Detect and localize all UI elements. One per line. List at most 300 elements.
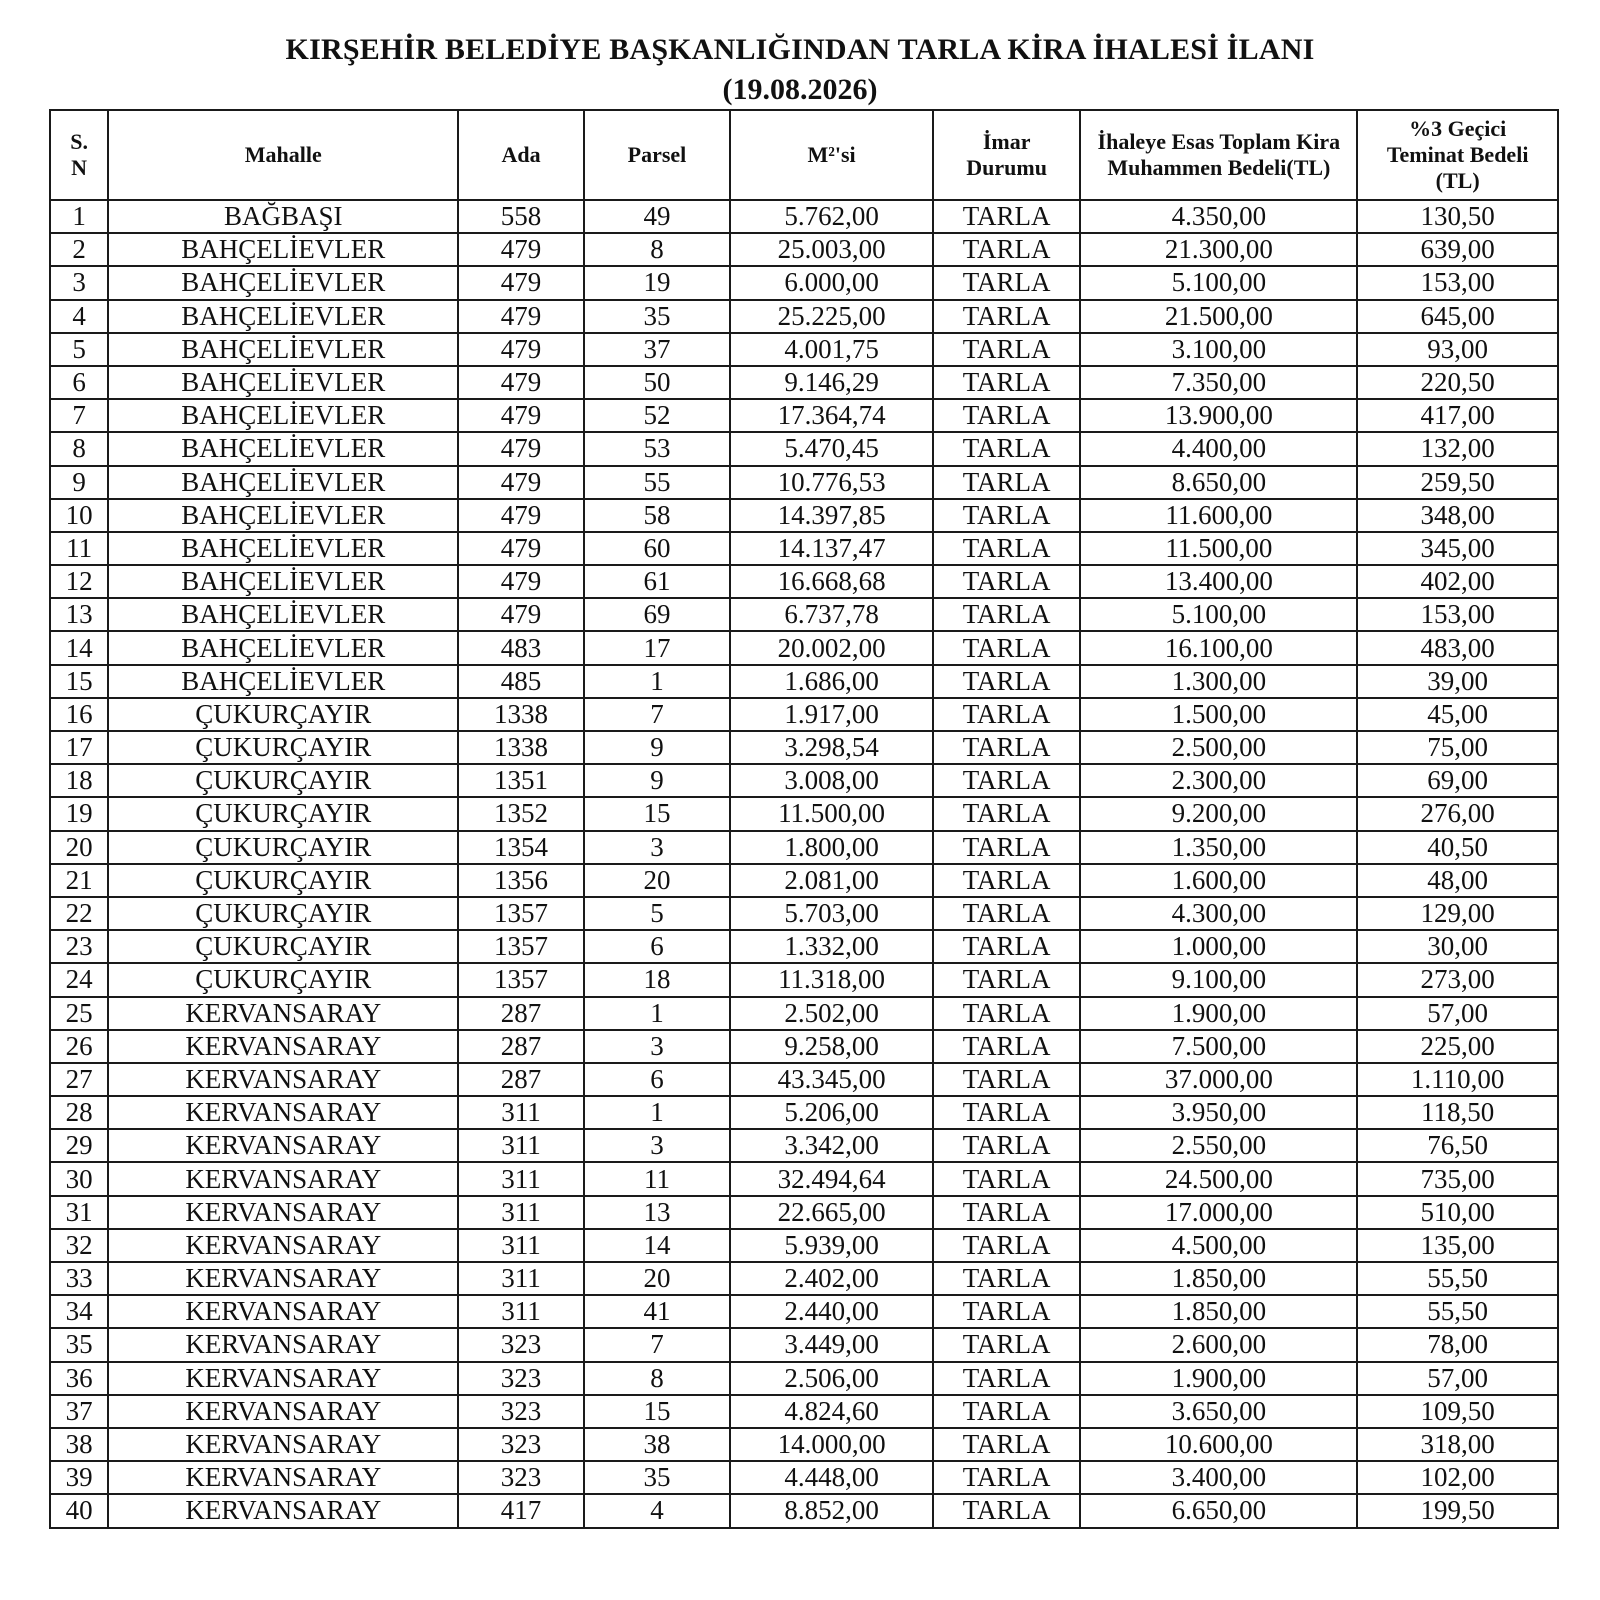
cell-teminat: 129,00 xyxy=(1357,897,1558,930)
cell-bedel: 13.900,00 xyxy=(1080,399,1357,432)
cell-mahalle: BAHÇELİEVLER xyxy=(108,565,458,598)
cell-parsel: 17 xyxy=(584,631,730,664)
cell-m2: 3.449,00 xyxy=(730,1328,933,1361)
cell-m2: 20.002,00 xyxy=(730,631,933,664)
cell-ada: 1352 xyxy=(458,797,583,830)
document-title: KIRŞEHİR BELEDİYE BAŞKANLIĞINDAN TARLA KİRA İHALESİ İLANI xyxy=(285,33,1315,66)
cell-teminat: 153,00 xyxy=(1357,598,1558,631)
cell-parsel: 15 xyxy=(584,797,730,830)
cell-bedel: 2.550,00 xyxy=(1080,1129,1357,1162)
cell-ada: 287 xyxy=(458,997,583,1030)
cell-m2: 14.137,47 xyxy=(730,532,933,565)
cell-bedel: 4.350,00 xyxy=(1080,200,1357,233)
cell-sn: 10 xyxy=(50,499,108,532)
cell-mahalle: BAHÇELİEVLER xyxy=(108,300,458,333)
cell-imar: TARLA xyxy=(933,698,1080,731)
cell-imar: TARLA xyxy=(933,598,1080,631)
table-row xyxy=(50,1096,1558,1129)
cell-ada: 311 xyxy=(458,1229,583,1262)
cell-teminat: 69,00 xyxy=(1357,764,1558,797)
cell-ada: 311 xyxy=(458,1196,583,1229)
cell-teminat: 102,00 xyxy=(1357,1461,1558,1494)
cell-mahalle: ÇUKURÇAYIR xyxy=(108,864,458,897)
table-row xyxy=(50,1129,1558,1162)
tender-table xyxy=(49,109,1559,1529)
cell-m2: 2.502,00 xyxy=(730,997,933,1030)
cell-teminat: 48,00 xyxy=(1357,864,1558,897)
table-body xyxy=(50,200,1558,1528)
cell-mahalle: ÇUKURÇAYIR xyxy=(108,764,458,797)
table-row xyxy=(50,565,1558,598)
cell-ada: 485 xyxy=(458,665,583,698)
cell-m2: 2.081,00 xyxy=(730,864,933,897)
cell-ada: 479 xyxy=(458,266,583,299)
cell-sn: 39 xyxy=(50,1461,108,1494)
table-row xyxy=(50,897,1558,930)
cell-imar: TARLA xyxy=(933,1395,1080,1428)
table-row xyxy=(50,466,1558,499)
cell-teminat: 735,00 xyxy=(1357,1162,1558,1195)
cell-mahalle: BAHÇELİEVLER xyxy=(108,366,458,399)
cell-imar: TARLA xyxy=(933,631,1080,664)
cell-teminat: 132,00 xyxy=(1357,432,1558,465)
table-row xyxy=(50,831,1558,864)
cell-mahalle: KERVANSARAY xyxy=(108,1461,458,1494)
cell-mahalle: KERVANSARAY xyxy=(108,1362,458,1395)
cell-imar: TARLA xyxy=(933,1063,1080,1096)
cell-teminat: 55,50 xyxy=(1357,1295,1558,1328)
cell-imar: TARLA xyxy=(933,1196,1080,1229)
cell-parsel: 60 xyxy=(584,532,730,565)
cell-ada: 558 xyxy=(458,200,583,233)
cell-parsel: 5 xyxy=(584,897,730,930)
cell-mahalle: BAHÇELİEVLER xyxy=(108,432,458,465)
cell-teminat: 318,00 xyxy=(1357,1428,1558,1461)
table-row xyxy=(50,1262,1558,1295)
cell-m2: 4.824,60 xyxy=(730,1395,933,1428)
table-row xyxy=(50,731,1558,764)
cell-bedel: 3.400,00 xyxy=(1080,1461,1357,1494)
cell-parsel: 1 xyxy=(584,997,730,1030)
cell-parsel: 15 xyxy=(584,1395,730,1428)
cell-m2: 8.852,00 xyxy=(730,1494,933,1527)
cell-teminat: 220,50 xyxy=(1357,366,1558,399)
cell-ada: 287 xyxy=(458,1030,583,1063)
cell-m2: 11.500,00 xyxy=(730,797,933,830)
cell-imar: TARLA xyxy=(933,1096,1080,1129)
cell-teminat: 1.110,00 xyxy=(1357,1063,1558,1096)
cell-m2: 16.668,68 xyxy=(730,565,933,598)
cell-ada: 311 xyxy=(458,1295,583,1328)
cell-ada: 323 xyxy=(458,1461,583,1494)
table-row xyxy=(50,1494,1558,1527)
cell-mahalle: ÇUKURÇAYIR xyxy=(108,698,458,731)
cell-bedel: 1.300,00 xyxy=(1080,665,1357,698)
cell-sn: 31 xyxy=(50,1196,108,1229)
table-row xyxy=(50,1229,1558,1262)
cell-teminat: 345,00 xyxy=(1357,532,1558,565)
cell-teminat: 153,00 xyxy=(1357,266,1558,299)
cell-parsel: 7 xyxy=(584,698,730,731)
cell-ada: 1338 xyxy=(458,731,583,764)
header-imar: İmar Durumu xyxy=(933,110,1080,200)
cell-mahalle: KERVANSARAY xyxy=(108,1129,458,1162)
table-row xyxy=(50,930,1558,963)
cell-parsel: 9 xyxy=(584,731,730,764)
cell-sn: 17 xyxy=(50,731,108,764)
cell-imar: TARLA xyxy=(933,764,1080,797)
cell-m2: 3.008,00 xyxy=(730,764,933,797)
cell-imar: TARLA xyxy=(933,864,1080,897)
cell-mahalle: KERVANSARAY xyxy=(108,1096,458,1129)
table-row xyxy=(50,1162,1558,1195)
cell-ada: 479 xyxy=(458,300,583,333)
cell-ada: 311 xyxy=(458,1096,583,1129)
cell-imar: TARLA xyxy=(933,532,1080,565)
cell-imar: TARLA xyxy=(933,1129,1080,1162)
cell-parsel: 20 xyxy=(584,864,730,897)
table-row xyxy=(50,665,1558,698)
cell-sn: 24 xyxy=(50,963,108,996)
cell-imar: TARLA xyxy=(933,797,1080,830)
cell-bedel: 11.500,00 xyxy=(1080,532,1357,565)
cell-bedel: 1.850,00 xyxy=(1080,1262,1357,1295)
cell-parsel: 8 xyxy=(584,233,730,266)
cell-bedel: 9.200,00 xyxy=(1080,797,1357,830)
cell-parsel: 69 xyxy=(584,598,730,631)
cell-teminat: 348,00 xyxy=(1357,499,1558,532)
cell-teminat: 417,00 xyxy=(1357,399,1558,432)
cell-teminat: 510,00 xyxy=(1357,1196,1558,1229)
cell-sn: 15 xyxy=(50,665,108,698)
header-mahalle: Mahalle xyxy=(108,110,458,200)
cell-sn: 12 xyxy=(50,565,108,598)
cell-sn: 35 xyxy=(50,1328,108,1361)
cell-mahalle: BAHÇELİEVLER xyxy=(108,532,458,565)
cell-imar: TARLA xyxy=(933,466,1080,499)
cell-ada: 1356 xyxy=(458,864,583,897)
header-teminat: %3 Geçici Teminat Bedeli (TL) xyxy=(1357,110,1558,200)
table-row xyxy=(50,864,1558,897)
cell-m2: 25.003,00 xyxy=(730,233,933,266)
cell-imar: TARLA xyxy=(933,1461,1080,1494)
cell-teminat: 645,00 xyxy=(1357,300,1558,333)
cell-m2: 1.800,00 xyxy=(730,831,933,864)
cell-mahalle: ÇUKURÇAYIR xyxy=(108,930,458,963)
cell-sn: 32 xyxy=(50,1229,108,1262)
cell-parsel: 1 xyxy=(584,665,730,698)
cell-parsel: 8 xyxy=(584,1362,730,1395)
cell-imar: TARLA xyxy=(933,233,1080,266)
cell-m2: 9.258,00 xyxy=(730,1030,933,1063)
cell-parsel: 50 xyxy=(584,366,730,399)
table-row xyxy=(50,1428,1558,1461)
cell-teminat: 93,00 xyxy=(1357,333,1558,366)
cell-mahalle: KERVANSARAY xyxy=(108,1295,458,1328)
cell-ada: 323 xyxy=(458,1428,583,1461)
cell-imar: TARLA xyxy=(933,1162,1080,1195)
cell-parsel: 35 xyxy=(584,300,730,333)
cell-parsel: 18 xyxy=(584,963,730,996)
cell-sn: 11 xyxy=(50,532,108,565)
cell-bedel: 24.500,00 xyxy=(1080,1162,1357,1195)
cell-bedel: 4.300,00 xyxy=(1080,897,1357,930)
cell-imar: TARLA xyxy=(933,565,1080,598)
cell-teminat: 40,50 xyxy=(1357,831,1558,864)
cell-parsel: 14 xyxy=(584,1229,730,1262)
cell-mahalle: BAHÇELİEVLER xyxy=(108,598,458,631)
table-row xyxy=(50,997,1558,1030)
cell-teminat: 259,50 xyxy=(1357,466,1558,499)
cell-parsel: 6 xyxy=(584,1063,730,1096)
cell-ada: 479 xyxy=(458,432,583,465)
cell-m2: 10.776,53 xyxy=(730,466,933,499)
table-row xyxy=(50,1295,1558,1328)
cell-imar: TARLA xyxy=(933,266,1080,299)
cell-parsel: 20 xyxy=(584,1262,730,1295)
cell-m2: 4.001,75 xyxy=(730,333,933,366)
cell-bedel: 10.600,00 xyxy=(1080,1428,1357,1461)
cell-mahalle: KERVANSARAY xyxy=(108,1494,458,1527)
cell-m2: 3.342,00 xyxy=(730,1129,933,1162)
cell-sn: 20 xyxy=(50,831,108,864)
cell-mahalle: KERVANSARAY xyxy=(108,1328,458,1361)
cell-imar: TARLA xyxy=(933,432,1080,465)
cell-sn: 40 xyxy=(50,1494,108,1527)
cell-sn: 2 xyxy=(50,233,108,266)
cell-parsel: 13 xyxy=(584,1196,730,1229)
cell-imar: TARLA xyxy=(933,997,1080,1030)
cell-sn: 38 xyxy=(50,1428,108,1461)
cell-teminat: 273,00 xyxy=(1357,963,1558,996)
cell-bedel: 5.100,00 xyxy=(1080,598,1357,631)
cell-sn: 14 xyxy=(50,631,108,664)
cell-parsel: 49 xyxy=(584,200,730,233)
cell-imar: TARLA xyxy=(933,200,1080,233)
table-row xyxy=(50,598,1558,631)
cell-sn: 33 xyxy=(50,1262,108,1295)
cell-bedel: 1.900,00 xyxy=(1080,1362,1357,1395)
cell-bedel: 1.500,00 xyxy=(1080,698,1357,731)
cell-m2: 5.703,00 xyxy=(730,897,933,930)
cell-m2: 2.506,00 xyxy=(730,1362,933,1395)
cell-imar: TARLA xyxy=(933,731,1080,764)
table-row xyxy=(50,399,1558,432)
cell-imar: TARLA xyxy=(933,1362,1080,1395)
cell-ada: 479 xyxy=(458,399,583,432)
cell-sn: 25 xyxy=(50,997,108,1030)
table-row xyxy=(50,797,1558,830)
cell-teminat: 78,00 xyxy=(1357,1328,1558,1361)
cell-bedel: 5.100,00 xyxy=(1080,266,1357,299)
cell-bedel: 1.350,00 xyxy=(1080,831,1357,864)
cell-bedel: 2.500,00 xyxy=(1080,731,1357,764)
cell-imar: TARLA xyxy=(933,399,1080,432)
cell-bedel: 7.500,00 xyxy=(1080,1030,1357,1063)
cell-bedel: 2.300,00 xyxy=(1080,764,1357,797)
cell-mahalle: BAHÇELİEVLER xyxy=(108,233,458,266)
cell-parsel: 55 xyxy=(584,466,730,499)
cell-ada: 1357 xyxy=(458,897,583,930)
cell-ada: 1354 xyxy=(458,831,583,864)
cell-sn: 21 xyxy=(50,864,108,897)
cell-sn: 29 xyxy=(50,1129,108,1162)
table-row xyxy=(50,698,1558,731)
cell-mahalle: ÇUKURÇAYIR xyxy=(108,963,458,996)
cell-teminat: 75,00 xyxy=(1357,731,1558,764)
cell-imar: TARLA xyxy=(933,1328,1080,1361)
header-parsel: Parsel xyxy=(584,110,730,200)
cell-mahalle: KERVANSARAY xyxy=(108,1030,458,1063)
table-row xyxy=(50,1362,1558,1395)
cell-parsel: 35 xyxy=(584,1461,730,1494)
cell-imar: TARLA xyxy=(933,1295,1080,1328)
cell-teminat: 57,00 xyxy=(1357,1362,1558,1395)
cell-parsel: 61 xyxy=(584,565,730,598)
cell-m2: 5.762,00 xyxy=(730,200,933,233)
cell-bedel: 21.300,00 xyxy=(1080,233,1357,266)
cell-sn: 13 xyxy=(50,598,108,631)
cell-ada: 479 xyxy=(458,598,583,631)
cell-mahalle: BAHÇELİEVLER xyxy=(108,333,458,366)
table-row xyxy=(50,233,1558,266)
cell-mahalle: KERVANSARAY xyxy=(108,997,458,1030)
cell-ada: 483 xyxy=(458,631,583,664)
cell-parsel: 6 xyxy=(584,930,730,963)
cell-ada: 311 xyxy=(458,1129,583,1162)
cell-m2: 1.332,00 xyxy=(730,930,933,963)
cell-parsel: 3 xyxy=(584,1129,730,1162)
cell-imar: TARLA xyxy=(933,499,1080,532)
cell-ada: 1338 xyxy=(458,698,583,731)
document-date: (19.08.2026) xyxy=(722,73,878,106)
cell-ada: 1357 xyxy=(458,963,583,996)
cell-parsel: 37 xyxy=(584,333,730,366)
cell-imar: TARLA xyxy=(933,897,1080,930)
cell-mahalle: BAHÇELİEVLER xyxy=(108,665,458,698)
cell-m2: 22.665,00 xyxy=(730,1196,933,1229)
cell-mahalle: KERVANSARAY xyxy=(108,1063,458,1096)
cell-m2: 3.298,54 xyxy=(730,731,933,764)
cell-parsel: 19 xyxy=(584,266,730,299)
cell-m2: 32.494,64 xyxy=(730,1162,933,1195)
cell-mahalle: BAHÇELİEVLER xyxy=(108,631,458,664)
header-sn: S. N xyxy=(50,110,108,200)
cell-parsel: 3 xyxy=(584,831,730,864)
cell-parsel: 4 xyxy=(584,1494,730,1527)
cell-bedel: 13.400,00 xyxy=(1080,565,1357,598)
table-row xyxy=(50,366,1558,399)
cell-m2: 6.000,00 xyxy=(730,266,933,299)
cell-imar: TARLA xyxy=(933,1262,1080,1295)
cell-m2: 14.397,85 xyxy=(730,499,933,532)
table-row xyxy=(50,266,1558,299)
cell-bedel: 8.650,00 xyxy=(1080,466,1357,499)
cell-ada: 417 xyxy=(458,1494,583,1527)
cell-ada: 479 xyxy=(458,499,583,532)
cell-mahalle: BAHÇELİEVLER xyxy=(108,499,458,532)
table-row xyxy=(50,1395,1558,1428)
table-row xyxy=(50,764,1558,797)
cell-parsel: 7 xyxy=(584,1328,730,1361)
cell-imar: TARLA xyxy=(933,333,1080,366)
header-ada: Ada xyxy=(458,110,583,200)
table-row xyxy=(50,1063,1558,1096)
cell-m2: 14.000,00 xyxy=(730,1428,933,1461)
cell-mahalle: KERVANSARAY xyxy=(108,1162,458,1195)
cell-sn: 16 xyxy=(50,698,108,731)
cell-bedel: 4.500,00 xyxy=(1080,1229,1357,1262)
table-header-row xyxy=(50,110,1558,200)
cell-bedel: 2.600,00 xyxy=(1080,1328,1357,1361)
cell-ada: 323 xyxy=(458,1328,583,1361)
cell-bedel: 7.350,00 xyxy=(1080,366,1357,399)
cell-sn: 4 xyxy=(50,300,108,333)
cell-sn: 18 xyxy=(50,764,108,797)
cell-imar: TARLA xyxy=(933,1229,1080,1262)
cell-teminat: 199,50 xyxy=(1357,1494,1558,1527)
cell-teminat: 483,00 xyxy=(1357,631,1558,664)
cell-imar: TARLA xyxy=(933,1428,1080,1461)
cell-imar: TARLA xyxy=(933,930,1080,963)
cell-bedel: 11.600,00 xyxy=(1080,499,1357,532)
table-row xyxy=(50,1030,1558,1063)
cell-imar: TARLA xyxy=(933,831,1080,864)
cell-mahalle: BAĞBAŞI xyxy=(108,200,458,233)
cell-mahalle: KERVANSARAY xyxy=(108,1262,458,1295)
cell-sn: 5 xyxy=(50,333,108,366)
cell-sn: 22 xyxy=(50,897,108,930)
table-row xyxy=(50,300,1558,333)
cell-parsel: 9 xyxy=(584,764,730,797)
cell-teminat: 135,00 xyxy=(1357,1229,1558,1262)
cell-bedel: 3.650,00 xyxy=(1080,1395,1357,1428)
cell-m2: 11.318,00 xyxy=(730,963,933,996)
cell-ada: 1351 xyxy=(458,764,583,797)
table-row xyxy=(50,333,1558,366)
cell-sn: 37 xyxy=(50,1395,108,1428)
cell-teminat: 276,00 xyxy=(1357,797,1558,830)
cell-mahalle: ÇUKURÇAYIR xyxy=(108,797,458,830)
cell-ada: 323 xyxy=(458,1395,583,1428)
cell-sn: 6 xyxy=(50,366,108,399)
table-row xyxy=(50,1461,1558,1494)
cell-imar: TARLA xyxy=(933,1494,1080,1527)
cell-teminat: 57,00 xyxy=(1357,997,1558,1030)
cell-ada: 479 xyxy=(458,366,583,399)
cell-bedel: 1.600,00 xyxy=(1080,864,1357,897)
cell-m2: 5.470,45 xyxy=(730,432,933,465)
table-row xyxy=(50,532,1558,565)
cell-mahalle: BAHÇELİEVLER xyxy=(108,399,458,432)
cell-parsel: 38 xyxy=(584,1428,730,1461)
cell-sn: 23 xyxy=(50,930,108,963)
cell-teminat: 30,00 xyxy=(1357,930,1558,963)
cell-bedel: 9.100,00 xyxy=(1080,963,1357,996)
cell-parsel: 52 xyxy=(584,399,730,432)
table-row xyxy=(50,1328,1558,1361)
cell-sn: 9 xyxy=(50,466,108,499)
cell-sn: 34 xyxy=(50,1295,108,1328)
cell-bedel: 4.400,00 xyxy=(1080,432,1357,465)
cell-m2: 4.448,00 xyxy=(730,1461,933,1494)
cell-mahalle: KERVANSARAY xyxy=(108,1428,458,1461)
cell-teminat: 76,50 xyxy=(1357,1129,1558,1162)
cell-ada: 1357 xyxy=(458,930,583,963)
cell-sn: 27 xyxy=(50,1063,108,1096)
cell-bedel: 3.100,00 xyxy=(1080,333,1357,366)
cell-m2: 25.225,00 xyxy=(730,300,933,333)
